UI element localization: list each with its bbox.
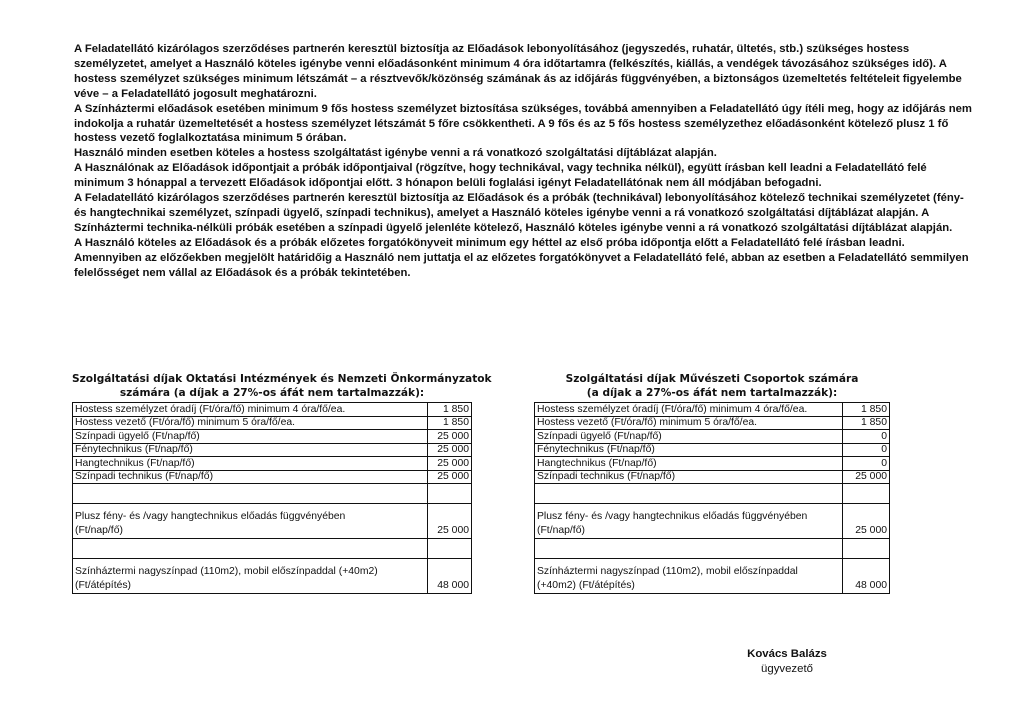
paragraph-technical-staff: A Feladatellátó kizárólagos szerződéses partnerén keresztül biztosítja az Előadások és a próbák (technikával) lebonyolításához kötelező technikai személyzetet (fény- és hangtechnikai személyzet, színpadi ügyelő, színpadi technikus), amelyet a Használó köteles igénybe venni a rá vonatkozó szolgáltatási díjtáblázat alapján. A Színháztermi technika-nélküli próbák esetében a színpadi ügyelő jelenléte kötelező, Használó köteles igénybe venni a rá vonatkozó szolgáltatási díjtáblázat alapján. bbox=[74, 192, 964, 234]
fee-table-institutions bbox=[72, 372, 492, 594]
fee-table-art-groups bbox=[534, 372, 890, 594]
table-row: Hostess személyzet óradíj (Ft/óra/fő) minimum 4 óra/fő/ea. 1 850 bbox=[535, 403, 890, 417]
paragraph-mandatory-service: Használó minden esetben köteles a hostess szolgáltatást igénybe venni a rá vonatkozó szolgáltatási díjtáblázat alapján. bbox=[74, 147, 717, 160]
table-row: Színpadi ügyelő (Ft/nap/fő) 25 000 bbox=[73, 430, 472, 444]
spacer-row bbox=[535, 539, 890, 559]
spacer-row bbox=[73, 484, 472, 504]
table-row: Színpadi technikus (Ft/nap/fő) 25 000 bbox=[73, 470, 472, 484]
paragraph-scheduling: A Használónak az Előadások időpontjait a próbák időpontjaival (rögzítve, hogy technikával, vagy technika nélkül), együtt írásban kell leadni a Feladatellátó felé minimum 3 hónappal a tervezett Előadások időpontjai előtt. 3 hónapon belüli foglalási igényt Feladatellátónak nem áll módjában befogadni. bbox=[74, 162, 927, 190]
paragraph-theatre-hostess: A Színháztermi előadások esetében minimum 9 fős hostess személyzet biztosítása szükséges, továbbá amennyiben a Feladatellátó úgy ítéli meg, hogy az időjárás nem indokolja a ruhatár üzemeltetését a hostess személyzet létszámát 5 főre csökkentheti. A 9 fős és az 5 fős hostess személyzethez előadásonként kötelező plusz 1 fő hostess vezető foglalkoztatása minimum 5 órában. bbox=[74, 102, 972, 145]
body-text bbox=[74, 42, 974, 281]
signatory-name: Kovács Balázs bbox=[747, 648, 827, 660]
spacer-row bbox=[73, 539, 472, 559]
paragraph-hostess: A Feladatellátó kizárólagos szerződéses partnerén keresztül biztosítja az Előadások lebonyolításához (jegyszedés, ruhatár, ültetés, stb.) szükséges hostess személyzetet, amelyet a Használó köteles igénybe venni előadásonként minimum 4 óra időtartamra (felkészítés, kiállás, a vendégek távozásához szükséges idő). A hostess személyzet szükséges minimum létszámát – a résztvevők/közönség számának ás az időjárás függvényében, a biztonságos üzemeltetés feltételeit figyelembe véve – a Feladatellátó jogosult meghatározni. bbox=[74, 43, 962, 100]
table-row: Színháztermi nagyszínpad (110m2), mobil előszínpaddal (+40m2) (Ft/átépítés) 48 000 bbox=[535, 559, 890, 594]
table-row: Színpadi ügyelő (Ft/nap/fő) 0 bbox=[535, 430, 890, 444]
signatory-title: ügyvezető bbox=[761, 663, 813, 675]
table-row: Hangtechnikus (Ft/nap/fő) 0 bbox=[535, 457, 890, 471]
table-row: Színháztermi nagyszínpad (110m2), mobil előszínpaddal (+40m2) (Ft/átépítés) 48 000 bbox=[73, 559, 472, 594]
table-row: Színpadi technikus (Ft/nap/fő) 25 000 bbox=[535, 470, 890, 484]
table-row: Plusz fény- és /vagy hangtechnikus előadás függvényében (Ft/nap/fő) 25 000 bbox=[535, 504, 890, 539]
table-row: Fénytechnikus (Ft/nap/fő) 0 bbox=[535, 443, 890, 457]
table-row: Plusz fény- és /vagy hangtechnikus előadás függvényében (Ft/nap/fő) 25 000 bbox=[73, 504, 472, 539]
table-row: Hangtechnikus (Ft/nap/fő) 25 000 bbox=[73, 457, 472, 471]
paragraph-scripts: A Használó köteles az Előadások és a próbák előzetes forgatókönyveit minimum egy héttel az első próba időpontja előtt a Feladatellátó felé írásban leadni. Amennyiben az előzőekben megjelölt határidőig a Használó nem juttatja el az előzetes forgatókönyvet a Feladatellátó felé, abban az esetben a Feladatellátó semmilyen felelősséget nem vállal az Előadások és a próbák tekintetében. bbox=[74, 236, 969, 279]
fee-table-title: Szolgáltatási díjak Oktatási Intézmények és Nemzeti Önkormányzatok számára (a díjak a 27%-os áfát nem tartalmazzák): bbox=[72, 373, 492, 399]
fee-table bbox=[534, 402, 890, 594]
fee-table bbox=[72, 402, 472, 594]
table-row: Hostess vezető (Ft/óra/fő) minimum 5 óra/fő/ea. 1 850 bbox=[535, 416, 890, 430]
table-row: Hostess személyzet óradíj (Ft/óra/fő) minimum 4 óra/fő/ea. 1 850 bbox=[73, 403, 472, 417]
fee-table-title: Szolgáltatási díjak Művészeti Csoportok számára (a díjak a 27%-os áfát nem tartalmazzák): bbox=[565, 373, 859, 399]
table-row: Hostess vezető (Ft/óra/fő) minimum 5 óra/fő/ea. 1 850 bbox=[73, 416, 472, 430]
signature-block bbox=[712, 647, 862, 677]
table-row: Fénytechnikus (Ft/nap/fő) 25 000 bbox=[73, 443, 472, 457]
spacer-row bbox=[535, 484, 890, 504]
